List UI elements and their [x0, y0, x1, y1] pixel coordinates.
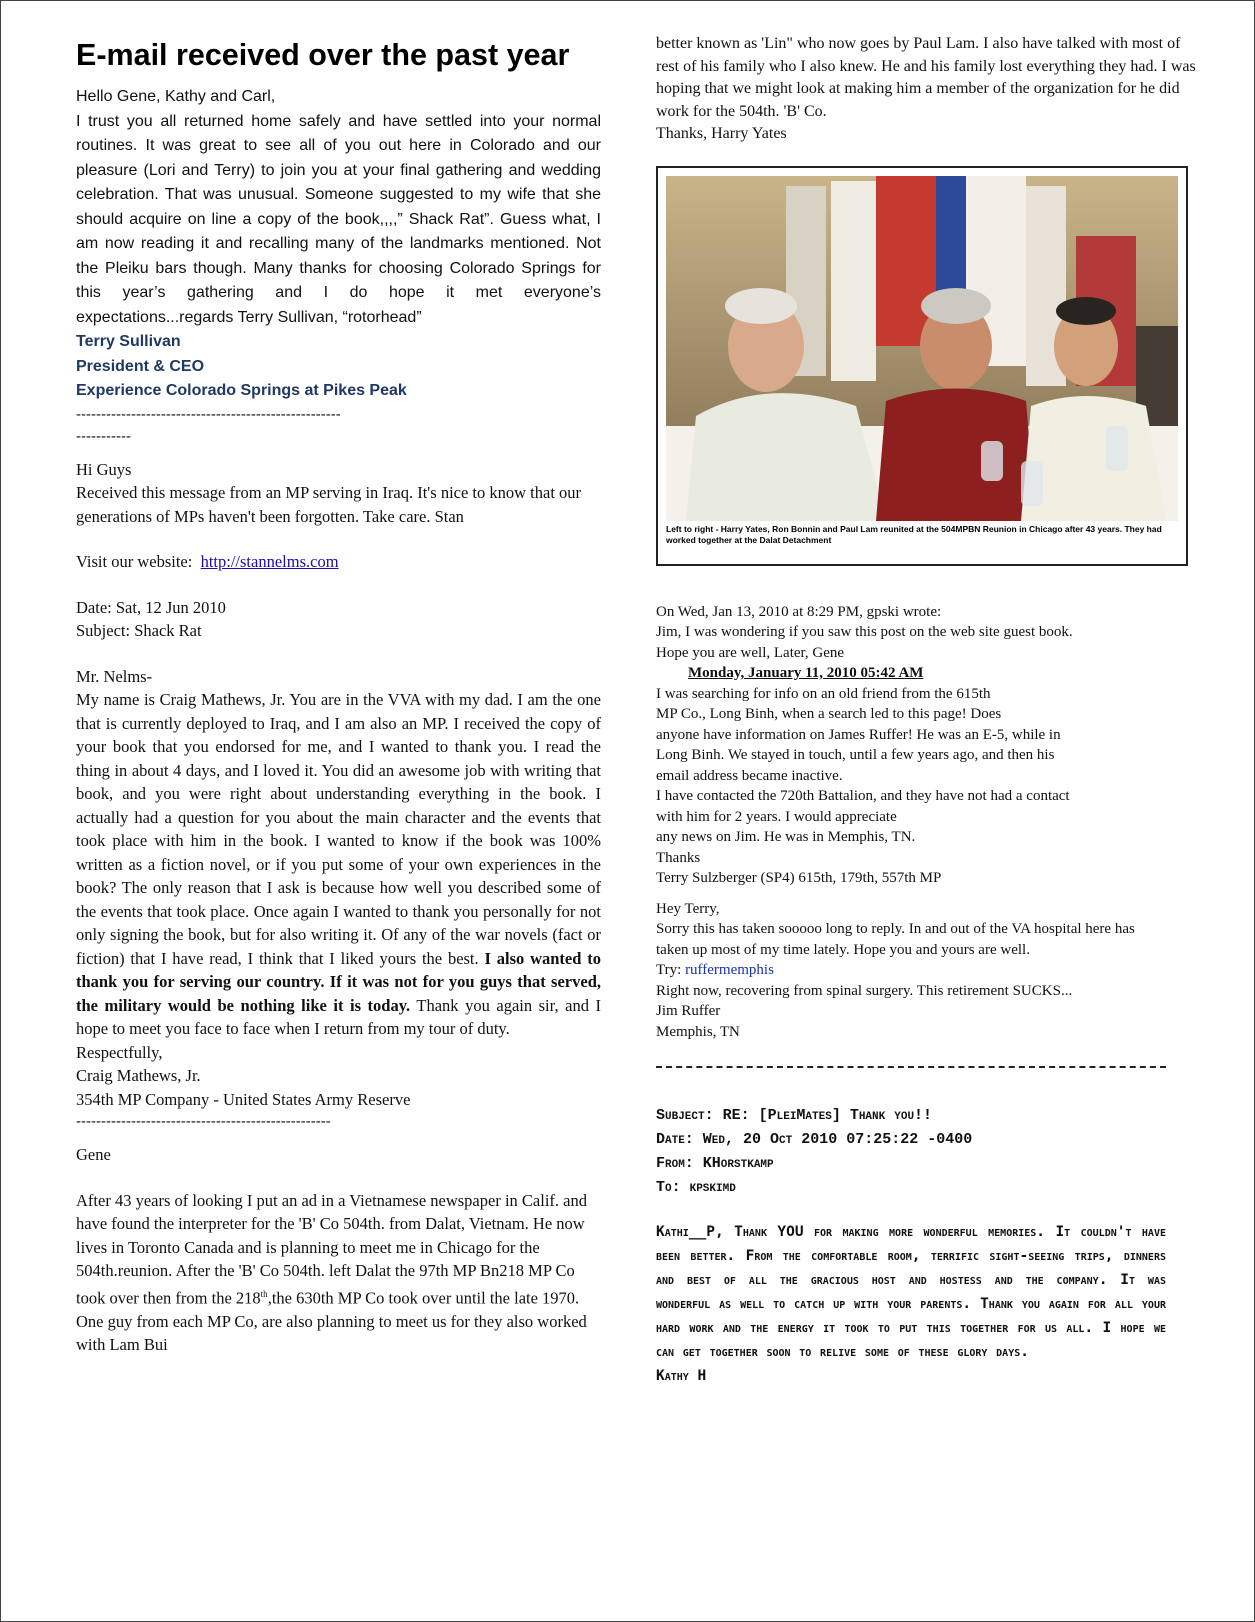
email5-text: Thank YOU for making more wonderful memories. It couldn't have been better. From the comfortable room, terrific sight-seeing trips, dinners and best of all the gracious host and hostess and the company. It was wonderful as well to catch up with your parents. Thank you again for all your hard work and the energy it took to put this together for us all. I hope we can get together soon to relive some of these glory days.	[656, 1224, 1166, 1360]
email4-line1: Jim, I was wondering if you saw this post on the web site guest book.	[656, 624, 1073, 640]
email2-greeting: Hi Guys	[76, 459, 132, 479]
email5-body	[656, 1220, 1166, 1364]
letter-bold-text: I also wanted to thank you for serving our country. If it was not for you guys that served, the military would be nothing like it is today.	[76, 948, 602, 1015]
website-line	[76, 550, 601, 574]
guestbook-line: Thanks	[656, 849, 701, 866]
website-label: Visit our website:	[76, 552, 193, 571]
reply-greeting: Hey Terry,	[656, 900, 720, 917]
reunion-photo	[656, 166, 1188, 566]
email5-from: From: KHorstkamp	[656, 1155, 774, 1172]
email5-date: Date: Wed, 20 Oct 2010 07:25:22 -0400	[656, 1131, 973, 1148]
email5-to: To: kpskimd	[656, 1179, 736, 1196]
letter-text-end: Thank you again sir, and I hope to meet you face to face when I return from my tour of duty.	[76, 995, 601, 1038]
email2-date: Date: Sat, 12 Jun 2010	[76, 597, 226, 617]
page-title: E-mail received over the past year	[76, 38, 570, 72]
letter-text: My name is Craig Mathews, Jr. You are in the VVA with my dad. I am the one that is currently deployed to Iraq, and I am also an MP. I received the copy of your book that you endorsed for me, and I wanted to thank you. I read the thing in about 4 days, and I loved it. You did an awesome job with writing that book, and you were right about understanding everything in the book. I actually had a question for you about the main character and the events that took place with him in the book. I wanted to know if the book was 100% written as a fiction novel, or if you put some of your own experiences in the book? The only reason that I ask is because how well you described some of the events that took place. Once again I wanted to thank you personally for not only signing the book, but for also writing it. Of any of the war novels (fact or fiction) that I have read, I think that I liked yours the best.	[76, 690, 601, 968]
email1-greeting: Hello Gene, Kathy and Carl,	[76, 88, 276, 105]
guestbook-line: with him for 2 years. I would appreciate	[656, 808, 897, 825]
email2-closing: Respectfully,	[76, 1042, 163, 1062]
try-label: Try:	[656, 962, 682, 978]
email2-letter-body	[76, 688, 601, 1041]
email3-continued: better known as 'Lin" who now goes by Paul Lam. I also have talked with most of rest of his family who I also knew. He and his family lost everything they had. I was hoping that we might look at making him a member of the organization for he did work for the 504th. 'B' Co.	[656, 35, 1196, 120]
guestbook-line: MP Co., Long Binh, when a search led to this page! Does	[656, 706, 1002, 722]
guestbook-line: any news on Jim. He was in Memphis, TN.	[656, 829, 916, 845]
separator-line-3	[656, 1066, 1166, 1068]
guestbook-post-date: Monday, January 11, 2010 05:42 AM	[688, 665, 924, 681]
email3-body	[76, 1189, 601, 1357]
separator-line: -----------------------------------------------------	[76, 405, 341, 423]
left-column	[76, 31, 601, 1357]
email2-unit: 354th MP Company - United States Army Reserve	[76, 1089, 411, 1109]
email5-subject: Subject: RE: [PleiMates] Thank you!!	[656, 1107, 933, 1124]
reply-place: Memphis, TN	[656, 1023, 740, 1040]
guestbook-post	[656, 684, 1196, 889]
guestbook-line: Long Binh. We stayed in touch, until a few years ago, and then his	[656, 747, 1055, 763]
email2-salutation: Mr. Nelms-	[76, 666, 153, 686]
email2-subject: Subject: Shack Rat	[76, 621, 202, 640]
guestbook-line: email address became inactive.	[656, 767, 843, 784]
guestbook-line: I have contacted the 720th Battalion, and they have not had a contact	[656, 788, 1070, 804]
email2-body: Received this message from an MP serving in Iraq. It's nice to know that our generations of MPs haven't been forgotten. Take care. Stan	[76, 483, 582, 526]
website-link[interactable]: http://stannelms.com	[200, 552, 339, 571]
email1-sig-org: Experience Colorado Springs at Pikes Peak	[76, 382, 407, 399]
photo-caption: Left to right - Harry Yates, Ron Bonnin and Paul Lam reunited at the 504MPBN Reunion in Chicago after 43 years. They had worked together at the Dalat Detachment	[666, 523, 1162, 545]
email1-body: I trust you all returned home safely and have settled into your normal routines. It was great to see all of you out here in Colorado and our pleasure (Lori and Terry) to join you at your final gathering and wedding celebration. That was unusual. Someone suggested to my wife that she should acquire on line a copy of the book,,,,” Shack Rat”. Guess what, I am now reading it and recalling many of the landmarks mentioned. Not the Pleiku bars though. Many thanks for choosing Colorado Springs for this year’s gathering and I do hope it met everyone’s expectations...regards Terry Sullivan, “rotorhead”	[76, 112, 601, 326]
email4-line2: Hope you are well, Later, Gene	[656, 644, 845, 661]
email4-header: On Wed, Jan 13, 2010 at 8:29 PM, gpski wrote:	[656, 603, 942, 620]
separator-line-2: ---------------------------------------------------	[76, 1113, 331, 1130]
reunion-photo-image	[666, 176, 1178, 521]
reply-name: Jim Ruffer	[656, 1003, 721, 1019]
try-link[interactable]: ruffermemphis	[685, 962, 774, 978]
guestbook-line: Terry Sulzberger (SP4) 615th, 179th, 557th MP	[656, 870, 942, 886]
email3-greeting: Gene	[76, 1145, 111, 1164]
email3-superscript: th	[260, 1288, 268, 1299]
email3-text-end: ,the 630th MP Co took over until the late 1970. One guy from each MP Co, are also planning to meet us for they also worked with Lam Bui	[76, 1288, 587, 1354]
reply-body: Sorry this has taken sooooo long to reply. In and out of the VA hospital here has taken up most of my time lately. Hope you and yours are well.	[656, 921, 1135, 958]
guestbook-line: anyone have information on James Ruffer! He was an E-5, while in	[656, 726, 1061, 743]
separator-line-continued: -----------	[76, 427, 131, 445]
email1-sig-name: Terry Sullivan	[76, 333, 181, 350]
email3-signoff: Thanks, Harry Yates	[656, 125, 787, 142]
email5-recipient: Kathi__P,	[656, 1224, 724, 1240]
right-column	[656, 33, 1196, 1388]
reply-line2: Right now, recovering from spinal surgery. This retirement SUCKS...	[656, 982, 1073, 999]
reply-try-line	[656, 960, 1196, 981]
email5-signature: Kathy H	[656, 1368, 707, 1384]
email3-text: After 43 years of looking I put an ad in a Vietnamese newspaper in Calif. and have found the interpreter for the 'B' Co 504th. from Dalat, Vietnam. He now lives in Toronto Canada and is planning to meet me in Chicago for the 504th.reunion. After the 'B' Co 504th. left Dalat the 97th MP Bn218 MP Co took over then from the 218	[76, 1190, 587, 1307]
guestbook-line: I was searching for info on an old friend from the 615th	[656, 685, 991, 702]
email1-sig-title: President & CEO	[76, 357, 205, 375]
email2-sender: Craig Mathews, Jr.	[76, 1066, 201, 1085]
